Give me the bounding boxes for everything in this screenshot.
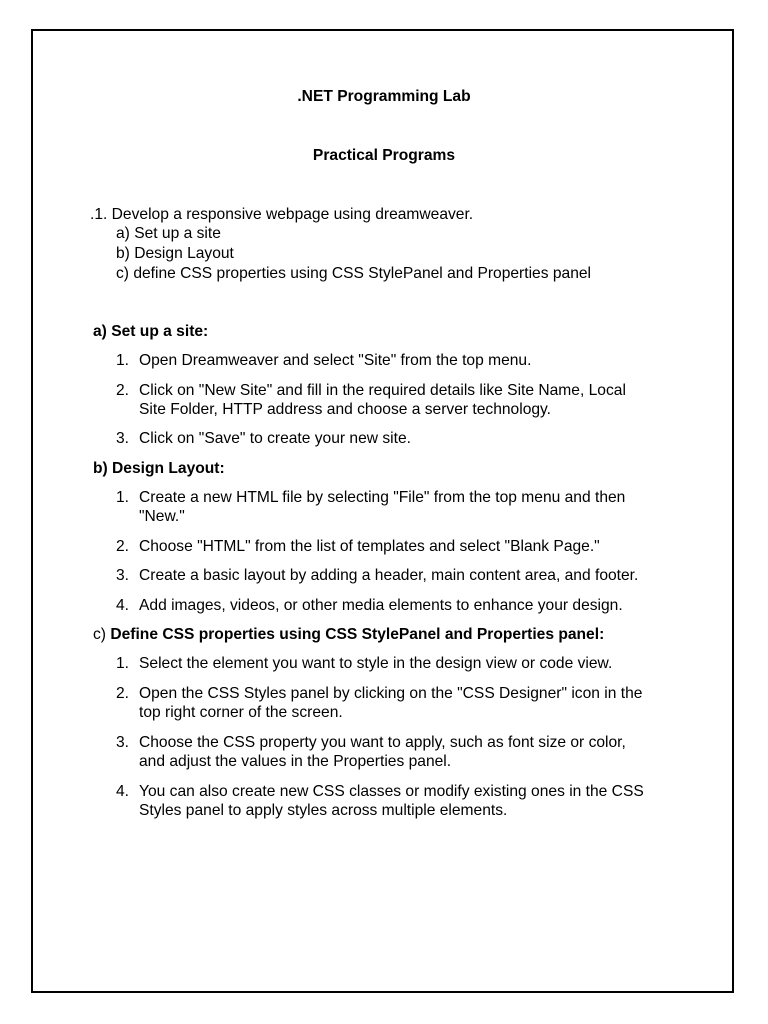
section-b-step-1-number: 1.: [116, 489, 130, 506]
section-b-step-1-text-line-1: Create a new HTML file by selecting "File" from the top menu and then: [139, 489, 626, 506]
question-item-b: b) Design Layout: [116, 245, 234, 262]
section-a-step-2-number: 2.: [116, 382, 130, 399]
section-c-step-3-text-line-2: and adjust the values in the Properties panel.: [139, 753, 452, 770]
section-c-heading-text: Define CSS properties using CSS StylePanel and Properties panel:: [110, 626, 605, 643]
section-c-step-1-number: 1.: [116, 655, 130, 672]
section-a-step-2-text-line-2: Site Folder, HTTP address and choose a server technology.: [139, 401, 552, 418]
section-c-heading: [93, 625, 604, 645]
section-c-step-4-number: 4.: [116, 783, 130, 800]
section-c-step-2-text-line-1: Open the CSS Styles panel by clicking on the "CSS Designer" icon in the: [139, 685, 643, 702]
section-b-step-1-text-line-2: "New.": [139, 508, 185, 525]
section-a-heading: a) Set up a site:: [93, 323, 209, 340]
section-a-step-3-text: Click on "Save" to create your new site.: [139, 430, 411, 447]
section-a-step-1-number: 1.: [116, 352, 130, 369]
section-c-step-2-text-line-2: top right corner of the screen.: [139, 704, 343, 721]
section-b-step-2-number: 2.: [116, 538, 130, 555]
section-a-step-3-number: 3.: [116, 430, 130, 447]
document-subtitle: Practical Programs: [312, 147, 456, 164]
document-title: .NET Programming Lab: [297, 88, 471, 105]
section-b-step-4-number: 4.: [116, 597, 130, 614]
section-c-step-4-text-line-1: You can also create new CSS classes or modify existing ones in the CSS: [139, 783, 644, 800]
section-b-step-3-number: 3.: [116, 567, 130, 584]
section-b-heading: b) Design Layout:: [93, 460, 225, 477]
section-b-step-4-text: Add images, videos, or other media elements to enhance your design.: [139, 597, 623, 614]
section-c-step-3-number: 3.: [116, 734, 130, 751]
section-c-step-3-text-line-1: Choose the CSS property you want to apply, such as font size or color,: [139, 734, 626, 751]
section-a-step-1-text: Open Dreamweaver and select "Site" from the top menu.: [139, 352, 532, 369]
section-a-step-2-text-line-1: Click on "New Site" and fill in the required details like Site Name, Local: [139, 382, 626, 399]
page-border: [31, 29, 734, 993]
question-item-c: c) define CSS properties using CSS StylePanel and Properties panel: [116, 265, 592, 282]
section-b-step-2-text: Choose "HTML" from the list of templates and select "Blank Page.": [139, 538, 600, 555]
question-item-a: a) Set up a site: [116, 225, 221, 242]
section-c-step-2-number: 2.: [116, 685, 130, 702]
section-c-step-4-text-line-2: Styles panel to apply styles across multiple elements.: [139, 802, 508, 819]
section-c-step-1-text: Select the element you want to style in the design view or code view.: [139, 655, 613, 672]
section-b-step-3-text: Create a basic layout by adding a header, main content area, and footer.: [139, 567, 639, 584]
section-c-heading-prefix: c): [93, 626, 111, 643]
question-text: .1. Develop a responsive webpage using dreamweaver.: [90, 206, 474, 223]
